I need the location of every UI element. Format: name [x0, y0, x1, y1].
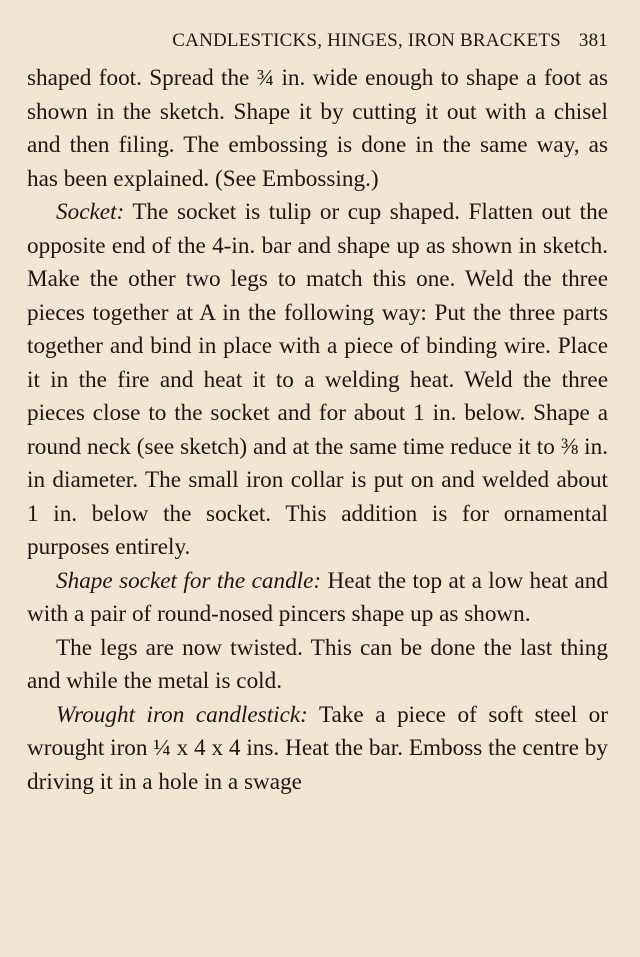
- paragraph-socket: [27, 196, 608, 565]
- paragraph-text: The legs are now twisted. This can be done the last thing and while the metal is cold.: [27, 634, 608, 694]
- paragraph-text: Take a piece of soft steel or wrought iron ¼ x 4 x 4 ins. Heat the bar. Emboss the centre by driving it in a hole in a swage: [27, 701, 608, 795]
- paragraph-term: Socket:: [56, 199, 125, 225]
- paragraph-text: Heat the top at a low heat and with a pair of round-nosed pincers shape up as shown.: [27, 567, 608, 627]
- body-text: [27, 62, 608, 799]
- paragraph-wrought-iron: [27, 699, 608, 800]
- paragraph-shape-socket: [27, 565, 608, 632]
- paragraph-legs: [27, 632, 608, 699]
- running-head: [27, 26, 608, 62]
- paragraph-text: shaped foot. Spread the ¾ in. wide enough to shape a foot as shown in the sketch. Shape it by cutting it out with a chisel and then filing. The embossing is done in the same way, as has been explained. (See Embossing.): [27, 65, 608, 192]
- paragraph-text: The socket is tulip or cup shaped. Flatten out the opposite end of the 4-in. bar and shape up as shown in sketch. Make the other two legs to match this one. Weld the three pieces together at A in the following way: Put the three parts together and bind in place with a piece of binding wire. Place it in the fire and heat it to a welding heat. Weld the three pieces close to the socket and for about 1 in. below. Shape a round neck (see sketch) and at the same time reduce it to ⅜ in. in diameter. The small iron collar is put on and welded about 1 in. below the socket. This addition is for ornamental purposes entirely.: [27, 199, 608, 560]
- paragraph-foot: [27, 62, 608, 196]
- paragraph-term: Wrought iron candlestick:: [56, 701, 308, 728]
- running-head-title: CANDLESTICKS, HINGES, IRON BRACKETS: [172, 30, 561, 51]
- paragraph-term: Shape socket for the candle:: [56, 567, 322, 594]
- page-number: 381: [578, 30, 608, 51]
